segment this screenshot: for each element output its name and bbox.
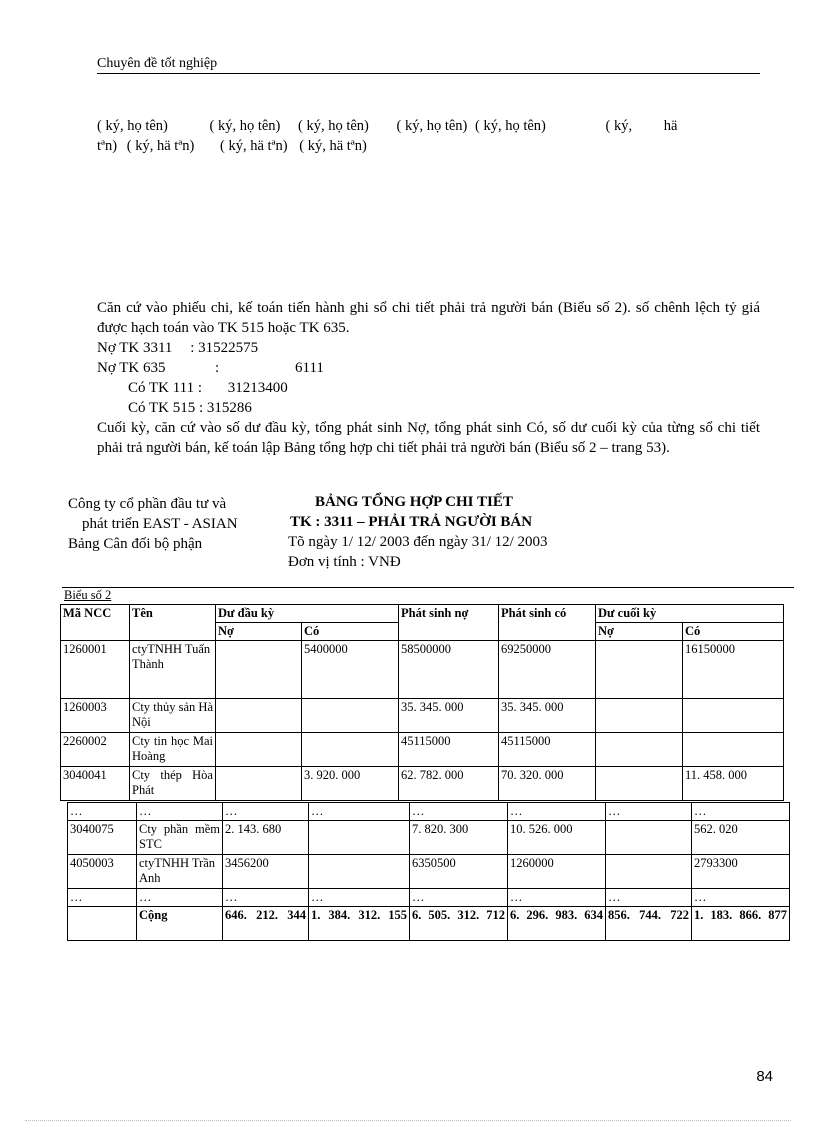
cell-close-no [606,855,692,889]
report-title: BẢNG TỔNG HỢP CHI TIẾT [315,494,513,510]
cell-ps-no: 58500000 [399,641,499,699]
cell-ps-no: 62. 782. 000 [399,767,499,801]
cell-open-co: 3. 920. 000 [302,767,399,801]
total-open-co: 1. 384. 312. 155 [309,907,410,941]
cell-open-co [309,821,410,855]
signature: ( ký, hä tªn) [219,138,288,154]
cell-ps-no: 7. 820. 300 [410,821,508,855]
cell-code: 3040041 [61,767,130,801]
report-account: TK : 3311 – PHẢI TRẢ NGƯỜI BÁN [290,514,533,530]
entry-no-635 [97,358,166,378]
page-number: 84 [756,1068,773,1085]
cell-code: 3040075 [68,821,137,855]
signature: ( ký, hä tªn) [126,138,195,154]
cell-open-no [216,733,302,767]
header-credit: Có [683,623,784,641]
cell-code: 4050003 [68,855,137,889]
cell-code: 2260002 [61,733,130,767]
cell-ps-co: 45115000 [499,733,596,767]
cell-name: Cty thủy sản Hà Nội [130,699,216,733]
total-label: Cộng [137,907,223,941]
ellipsis-cell: … [68,889,137,907]
cell-close-no [596,699,683,733]
header-debit: Nợ [216,623,302,641]
cell-ps-co: 69250000 [499,641,596,699]
entry-co-111 [128,378,288,398]
ellipsis-cell: … [137,803,223,821]
ellipsis-cell: … [692,803,790,821]
cell-close-no [596,767,683,801]
entry-label: Có TK 111 : [128,380,203,396]
cell-close-no [596,641,683,699]
header-credit-turnover: Phát sinh có [499,605,596,641]
header-credit: Có [302,623,399,641]
signature: tªn) [97,138,118,154]
cell-open-co [309,855,410,889]
ellipsis-cell: … [606,803,692,821]
table-row [61,733,784,767]
cell-open-no: 3456200 [223,855,309,889]
cell-name: Cty tin học Mai Hoàng [130,733,216,767]
header-code: Mã NCC [61,605,130,641]
cell-close-co: 2793300 [692,855,790,889]
body-paragraph-1: Căn cứ vào phiếu chi, kế toán tiến hành ghi sổ chi tiết phải trả người bán (Biểu số 2). số chênh lệch tỷ giá được hạch toán vào TK 515 hoặc TK 635. [97,300,760,336]
signature-line-1 [97,118,677,135]
cell-close-co: 562. 020 [692,821,790,855]
cell-code: 1260003 [61,699,130,733]
ledger-table-top [60,604,784,801]
page-bottom-rule [25,1120,791,1121]
company-name: Công ty cổ phần đầu tư và [68,496,227,512]
total-close-co: 1. 183. 866. 877 [692,907,790,941]
ellipsis-cell: … [692,889,790,907]
entry-label: Nợ TK 3311 [97,340,173,356]
signature-line-2 [97,138,367,155]
total-open-no: 646. 212. 344 [223,907,309,941]
table-header-row [61,605,784,623]
ledger-table-bottom [67,802,790,941]
cell-ps-co: 1260000 [508,855,606,889]
entry-value: 31213400 [227,380,288,396]
ellipsis-cell: … [410,803,508,821]
cell-open-no [216,699,302,733]
entry-label: Nợ TK 635 [97,360,166,376]
ellipsis-cell: … [223,889,309,907]
signature: ( ký, họ tên) [97,118,168,134]
signature: ( ký, họ tên) [298,118,369,134]
cell-ps-no: 35. 345. 000 [399,699,499,733]
signature: ( ký, hä tªn) [299,138,367,154]
table-row [61,699,784,733]
cell-code: 1260001 [61,641,130,699]
company-name-2: phát triển EAST - ASIAN [82,516,238,532]
ellipsis-row [68,889,790,907]
cell-close-co: 11. 458. 000 [683,767,784,801]
cell-name: ctyTNHH Trần Anh [137,855,223,889]
cell-name: ctyTNHH Tuấn Thành [130,641,216,699]
entry-no-3311 [97,338,258,358]
cell-ps-no: 6350500 [410,855,508,889]
ellipsis-cell: … [606,889,692,907]
table-row [61,767,784,801]
signature: ( ký, họ tên) [475,118,546,134]
table-top-rule [62,587,794,588]
signature: ( ký, họ tên) [396,118,468,134]
cell-close-co [683,733,784,767]
cell-ps-co: 10. 526. 000 [508,821,606,855]
cell-empty [68,907,137,941]
cell-close-co [683,699,784,733]
cell-open-co [302,699,399,733]
cell-close-no [596,733,683,767]
cell-open-co: 5400000 [302,641,399,699]
report-period: Tõ ngày 1/ 12/ 2003 đến ngày 31/ 12/ 2003 [288,534,548,550]
cell-open-no [216,767,302,801]
table-row [68,821,790,855]
table-row [68,855,790,889]
signature: ( ký, [605,118,633,134]
body-paragraph-2: Cuối kỳ, căn cứ vào số dư đầu kỳ, tổng phát sinh Nợ, tổng phát sinh Có, số dư cuối kỳ của từng sổ chi tiết phải trả người bán, kế toán lập Bảng tổng hợp chi tiết phải trả người bán (Biểu số 2 – trang 53). [97,420,760,456]
cell-ps-co: 70. 320. 000 [499,767,596,801]
header-divider [97,73,760,74]
signature: ( ký, họ tên) [209,118,281,134]
ellipsis-cell: … [68,803,137,821]
ellipsis-row [68,803,790,821]
ellipsis-cell: … [223,803,309,821]
ellipsis-cell: … [508,803,606,821]
ellipsis-cell: … [309,889,410,907]
cell-ps-co: 35. 345. 000 [499,699,596,733]
total-close-no: 856. 744. 722 [606,907,692,941]
total-ps-co: 6. 296. 983. 634 [508,907,606,941]
header-closing: Dư cuối kỳ [596,605,784,623]
header-name: Tên [130,605,216,641]
total-ps-no: 6. 505. 312. 712 [410,907,508,941]
report-unit: Đơn vị tính : VNĐ [288,554,401,570]
header-opening: Dư đầu kỳ [216,605,399,623]
page-header: Chuyên đề tốt nghiệp [97,56,218,71]
cell-close-no [606,821,692,855]
cell-open-co [302,733,399,767]
department: Bảng Cân đối bộ phận [68,536,203,552]
ellipsis-cell: … [137,889,223,907]
signature: hä [663,118,678,134]
ellipsis-cell: … [508,889,606,907]
ellipsis-cell: … [309,803,410,821]
entry-colon: : [215,360,220,376]
entry-co-515: Có TK 515 : 315286 [128,400,252,416]
total-row [68,907,790,941]
cell-open-no: 2. 143. 680 [223,821,309,855]
table-caption: Biểu số 2 [64,588,112,602]
cell-open-no [216,641,302,699]
cell-ps-no: 45115000 [399,733,499,767]
entry-value: 6111 [295,360,324,376]
entry-value: : 31522575 [190,340,259,356]
ellipsis-cell: … [410,889,508,907]
table-row [61,641,784,699]
header-debit: Nợ [596,623,683,641]
cell-name: Cty thép Hòa Phát [130,767,216,801]
header-debit-turnover: Phát sinh nợ [399,605,499,641]
cell-close-co: 16150000 [683,641,784,699]
cell-name: Cty phần mềm STC [137,821,223,855]
